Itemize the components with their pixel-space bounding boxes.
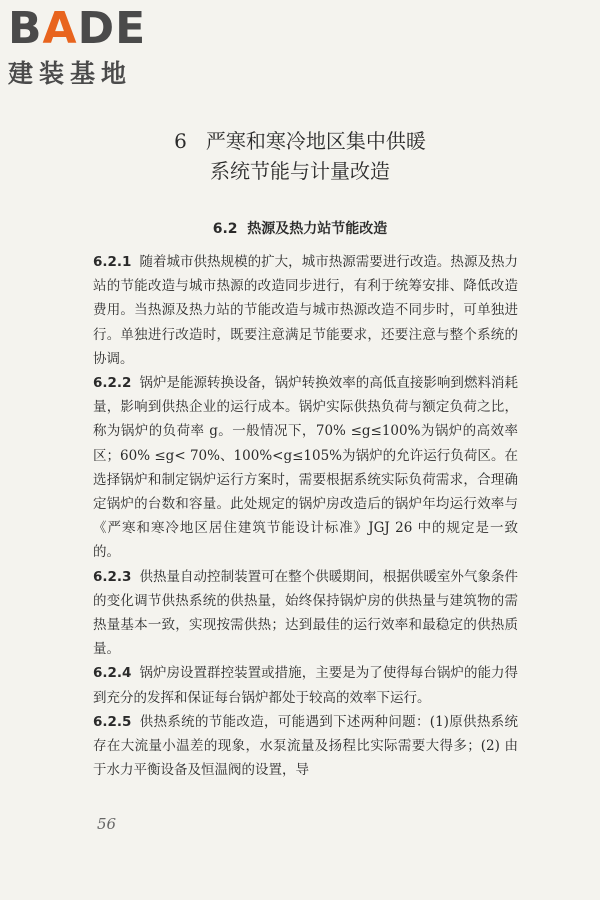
chapter-title-line2: 系统节能与计量改造 — [210, 159, 390, 183]
body-text — [93, 250, 518, 782]
clause-6-2-3: 6.2.3 供热量自动控制装置可在整个供暖期间，根据供暖室外气象条件的变化调节供热系统的供热量，始终保持锅炉房的供热量与建筑物的需热量基本一致，实现按需供热；达到最佳的运行效率和最稳定的供热质量。 — [93, 568, 518, 658]
logo — [8, 4, 146, 90]
page-number: 56 — [97, 815, 117, 833]
chapter-number: 6 — [174, 129, 187, 153]
logo-subtitle: 建装基地 — [8, 59, 133, 88]
logo-wordmark: BADE — [8, 3, 147, 54]
chapter-title-line1: 严寒和寒冷地区集中供暖 — [205, 129, 426, 153]
section-number: 6.2 — [212, 221, 238, 237]
chapter-title — [0, 126, 600, 186]
clause-6-2-4: 6.2.4 锅炉房设置群控装置或措施，主要是为了使得每台锅炉的能力得到充分的发挥和保证每台锅炉都处于较高的效率下运行。 — [93, 665, 518, 706]
clause-6-2-2: 6.2.2 锅炉是能源转换设备，锅炉转换效率的高低直接影响到燃料消耗量，影响到供热企业的运行成本。锅炉实际供热负荷与额定负荷之比，称为锅炉的负荷率 g。一般情况下，70% ≤g≤100%为锅炉的高效率区；60% ≤g< 70%、100%<g≤105%为锅炉的允许运行负荷区。在选择锅炉和制定锅炉运行方案时，需要根据系统实际负荷需求，合理确定锅炉的台数和容量。此处规定的锅炉房改造后的锅炉年均运行效率与《严寒和寒冷地区居住建筑节能设计标准》JGJ 26 中的规定是一致的。 — [93, 375, 518, 561]
section-heading — [0, 218, 600, 238]
clause-6-2-5: 6.2.5 供热系统的节能改造，可能遇到下述两种问题：(1)原供热系统存在大流量小温差的现象，水泵流量及扬程比实际需要大得多；(2) 由于水力平衡设备及恒温阀的设置，导 — [93, 713, 518, 779]
clause-6-2-1: 6.2.1 随着城市供热规模的扩大，城市热源需要进行改造。热源及热力站的节能改造与城市热源的改造同步进行，有利于统筹安排、降低改造费用。当热源及热力站的节能改造与城市热源改造不同步时，可单独进行。单独进行改造时，既要注意满足节能要求，还要注意与整个系统的协调。 — [93, 254, 518, 367]
section-title: 热源及热力站节能改造 — [247, 221, 388, 237]
